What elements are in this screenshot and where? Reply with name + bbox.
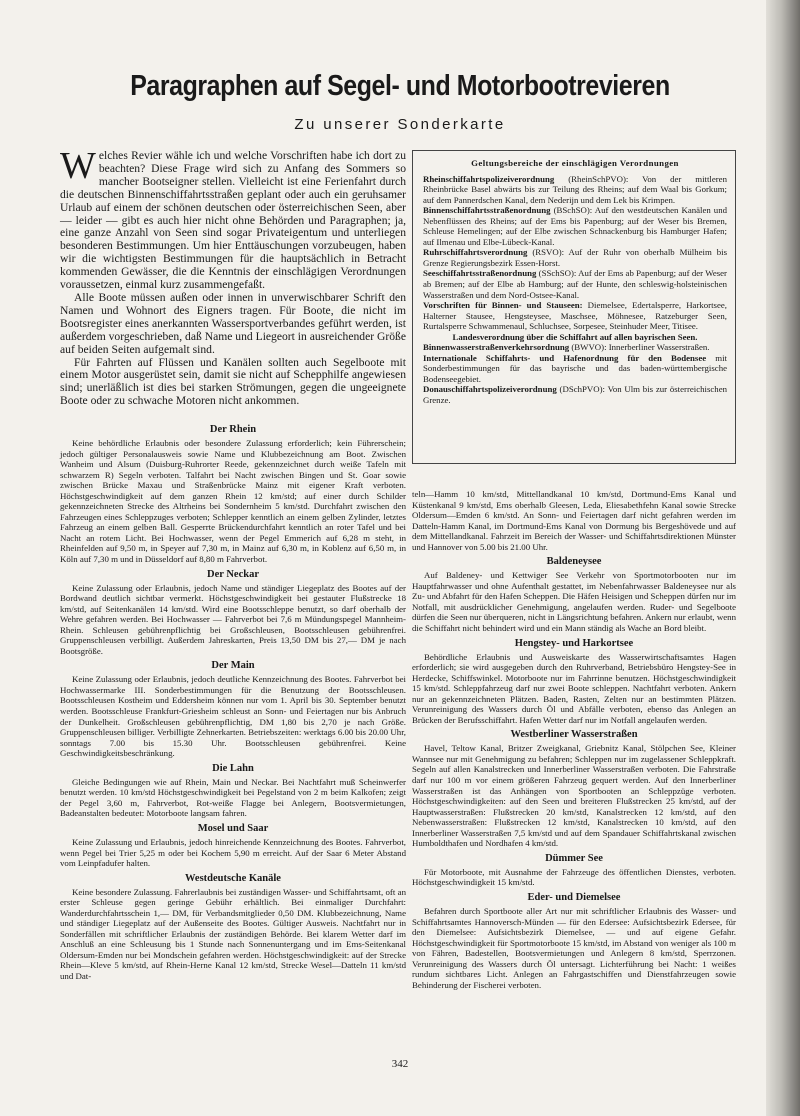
section-text: Keine Zulassung oder Erlaubnis, jedoch deutliche Kennzeichnung des Bootes. Fahrverbot bei Hochwassermarke III. Sonderbestimmungen für die Benutzung der Bootsschleusen. Bootsschleusen Kostheim und Eddersheim können nur vom 1. April bis 30. September benutzt werden. Bootsschleuse Frankfurt-Griesheim schleust an Sonn- und Feiertagen nur bis Anbruch der Dunkelheit. Großschleusen gebührenpflichtig, DM 1,80 bis 2,70 je nach Größe. Gruppenschleusen billiger. Verbilligte Zehnerkarten. Betriebszeiten: werktags 6.00 bis 20.00 Uhr, sonntags 7.00 bis 15.30 Uhr. Bootsschleusen gebührenfrei. Keine Geschwindigkeitsbeschränkung. — [60, 674, 406, 759]
regulation-entry — [423, 342, 727, 353]
regulation-name: Landesverordnung über die Schiffahrt auf allen bayrischen Seen. — [452, 331, 698, 342]
section-text: Auf Baldeney- und Kettwiger See Verkehr von Sportmotorbooten nur im Hauptfahrwasser und ohne Aufenthalt gestattet, im Nebenfahrwasser Baldeneysee nur als Zu- und Abfahrt für den Hafen Scheppen. Die Häfen Heisigen und Scheppen dürfen nur im Notfall, mit ausdrücklicher Genehmigung, angelaufen werden. Ruder- und Segelboote dürfen die Seen nur überqueren, nicht in Längsrichtung befahren. Ankern nur erlaubt, wenn die Schiffahrt nicht behindert wird und ein Mann ständig als Wache an Bord bleibt. — [412, 570, 736, 634]
intro-paragraph-text: elches Revier wähle ich und welche Vorschriften habe ich dort zu beachten? Diese Frage wird sich zu Anfang des Sommers so mancher Bootseigner stellen. Vielleicht ist eine Ferienfahrt durch die deutschen Binnenschiffahrtsstraßen geplant oder auch ein geruhsamer Urlaub auf einem der schönen deutschen oder österreichischen Seen, aber — leider — gibt es auch hier nicht ohne Behörden und Paragraphen; ja, eine ganze Anzahl von Seen sind sogar Privateigentum und unterliegen besonderen Bestimmungen. Um hier Enttäuschungen vorzubeugen, haben wir die wichtigsten Bestimmungen für die hauptsächlich in Betracht kommenden Gewässer, die die Kenntnis der einschlägigen Verordnungen voraussetzen, einmal kurz zusammengefaßt. — [60, 149, 406, 292]
regulations-box-title: Geltungsbereiche der einschlägigen Verordnungen — [471, 158, 679, 168]
regulation-text: (RSVO): Auf der Ruhr von oberhalb Mülheim bis Grenze Regierungsbezirk Essen-Horst. — [423, 247, 727, 268]
section-heading: Westdeutsche Kanäle — [185, 872, 281, 884]
section-heading: Der Main — [211, 660, 255, 672]
intro-paragraph — [60, 145, 406, 292]
regulation-entry — [423, 384, 727, 405]
page-title: Paragraphen auf Segel- und Motorbootrevieren — [130, 70, 670, 102]
section-heading: Mosel und Saar — [197, 822, 269, 834]
section-text: Befahren durch Sportboote aller Art nur mit schriftlicher Erlaubnis des Wasser- und Schiffahrtsamtes Hannoversch-Münden — für den Edersee: Aufsichtsbezirk Edersee, für den Diemelsee: Aufsichtsbezirk Diemelsee, — und auf eigene Gefahr. Höchstgeschwindigkeit für Sportmotorboote 15 km/std, im Abstand von weniger als 100 m von Fähren, Badestellen, Bootsvermietungen und Anlegern 8 km/std, Sperrzonen. Verunreinigung des Wassers durch Öl untersagt. Lichterführung bei Nacht: 1 weißes rundum sichtbares Licht. Anlegen an Fahrgastschiffen und Dienstfahrzeugen sowie Behinderung der Fischerei verboten. — [412, 905, 736, 990]
regulation-name: Ruhrschiffahrtsverordnung — [423, 247, 528, 258]
intro-text — [60, 145, 406, 408]
section-text: Keine besondere Zulassung. Fahrerlaubnis bei zuständigen Wasser- und Schiffahrtsamt, oft an erster Schleuse gegen geringe Gebühr erhältlich. Bei einmaliger Durchfahrt: Wanderdurchfahrtsschein 1,— DM, für Verbandsmitglieder 0,50 DM. Klubbezeichnung, Name und ständiger Liegeplatz auf der Außenseite des Bootes. Gültiger Ausweis. Nachtfahrt nur in Sonderfällen mit schriftlicher Erlaubnis der zuständigen Behörde. Bei klarem Wetter darf im Anschluß an eine Schleusung bis 1 Stunde nach Sonnenuntergang und im Ems-Seitenkanal Oldersum-Emden nur bei Mondschein gefahren werden. Höchstgeschwindigkeit: auf der Strecke Rhein—Kleve 5 km/std, auf Rhein-Herne Kanal 12 km/std, Strecke Wesel—Datteln 11 km/std und Dat- — [60, 886, 406, 981]
regulation-name: Binnenwasserstraßenverkehrsordnung — [423, 342, 570, 353]
scan-page-edge — [766, 0, 800, 1116]
section-heading: Baldeneysee — [546, 556, 602, 568]
section-text-continued: teln—Hamm 10 km/std, Mittellandkanal 10 km/std, Dortmund-Ems Kanal und Küstenkanal 9 km/std, Ems oberhalb Gleesen, Leda, Eliesabethfehn Kanal sowie Strecke Oldersum—Emden 6 km/std. An Sonn- und Feiertagen darf nicht gefahren werden im Datteln-Hamm Kanal, im Dortmund-Ems Kanal von Dormung bis Bergeshövede und auf dem Mittellandkanal. Fahrzeit im Bereich der Wasser- und Schiffahrtsdirektionen Münster und Hannover von 5.00 bis 21.00 Uhr. — [412, 489, 736, 552]
regulation-entry-bavaria — [423, 332, 727, 343]
regulation-entry — [423, 268, 727, 300]
page-subtitle: Zu unserer Sonderkarte — [294, 116, 506, 133]
section-heading: Der Neckar — [207, 568, 259, 580]
section-heading: Eder- und Diemelsee — [527, 891, 621, 903]
regulation-entry — [423, 205, 727, 247]
intro-paragraph: Für Fahrten auf Flüssen und Kanälen sollten auch Segelboote mit einem Motor ausgerüstet sein, damit sie nicht auf Schepphilfe angewiesen sind; unerläßlich ist dies bei starken Strömungen, gegen die ungeeignete Boote oder zu schwache Motoren nicht ankommen. — [60, 355, 406, 408]
section-heading: Der Rhein — [209, 424, 257, 435]
regulation-name: Donauschiffahrtspolizeiverordnung — [423, 384, 557, 395]
regulations-box — [412, 150, 736, 464]
section-heading: Westberliner Wasserstraßen — [510, 729, 638, 741]
regulation-entry — [423, 300, 727, 332]
section-text: Keine Zulassung und Erlaubnis, jedoch hinreichende Kennzeichnung des Bootes. Fahrverbot, wenn Pegel bei Trier 5,25 m oder bei Kochem 5,90 m erreicht. Auf der Saar 6 Meter Abstand vom Leinpfadufer halten. — [60, 836, 406, 869]
section-text: Keine Zulassung oder Erlaubnis, jedoch Name und ständiger Liegeplatz des Bootes auf der Bordwand deutlich sichtbar vermerkt. Höchstgeschwindigkeit bei gestauter Flußstrecke 18 km/std, auf Seitenkanälen 14 km/std. Wird eine Bootsschleppe benutzt, so darf oberhalb der Wehre gefahren werden. Bei Hochwasser — Fahrverbot bei 7,6 m Mündungspegel Mannheim-Rhein. Schleusen gebührenpflichtig bei Großschleusen, Bootsschleusen gebührenfrei. Gruppenschleusen verbilligt. Außerdem Jahreskarten, Preis 13,50 DM bis 27,— DM je nach Bootsgröße. — [60, 582, 406, 656]
section-heading: Hengstey- und Harkortsee — [514, 637, 634, 649]
page-number: 342 — [391, 1058, 409, 1070]
regulation-name: Seeschiffahrtsstraßenordnung — [423, 268, 537, 279]
section-text: Keine behördliche Erlaubnis oder besondere Zulassung erforderlich; kein Führerschein; jedoch gültiger Personalausweis sowie Name und Klubbezeichnung am Boot. Zwischen Wanheim und Alsum (Duisburg-Ruhrorter Reede, gekennzeichnet durch weiße Tafeln mit schwarzem R) Segeln verboten. Talfahrt bei Nacht zwischen Bingen und St. Goar sowie zwischen Brücke Maxau und Straßenbrücke Mainz mit eigener Kraft verboten. Höchstgeschwindigkeit auf dem ganzen Rhein 12 km/std; auf einer durch Schilder gekennzeichneten Strecke des Altrheins bei Sondernheim 5 km/std. Durchfahrt zwischen den Fahrzeugen eines Schleppzuges verboten; Schlepper kenntlich an einem gelben Zylinder, letztes Fahrzeug an einem gelben Ball. Gesperrte Brückendurchfahrt kenntlich an roter Tafel und bei Nacht an rotem Licht. Bei Hochwasser, wenn der Pegel Emmerich auf 6,28 m steht, in Rheinfelden auf 9,50 m, in Speyer auf 7,30 m, in Mainz auf 6,30 m, in Koblenz auf 6,50 m, in Köln auf 7,30 m und in Düsseldorf auf 8,80 m Fahrverbot. — [60, 438, 406, 565]
regulation-entry — [423, 174, 727, 206]
section-heading: Die Lahn — [212, 762, 254, 774]
regulation-text: (SSchSO): Auf der Ems ab Papenburg; auf der Weser ab Bremen; auf der Elbe ab Hamburg; auf der Hunte, den schleswig-holsteinischen Wasserstraßen und dem Nord-Ostsee-Kanal. — [423, 268, 727, 300]
regulation-text: (DSchPVO): Von Ulm bis zur österreichischen Grenze. — [423, 384, 727, 406]
section-text: Havel, Teltow Kanal, Britzer Zweigkanal, Griebnitz Kanal, Stölpchen See, Kleiner Wannsee nur mit Genehmigung zu befahren; Schleppen nur im zugelassener Schleppkraft. Segeln auf allen Kanalstrecken und Innerberliner Wasserstraßen verboten. Die Fahrstraße darf nur 100 m vor einem größeren Fahrzeug gequert werden. Auf den Innerberliner Wasserstraßen ist das Anhängen von Sportbooten an Schleppzüge verboten. Höchstgeschwindigkeiten: auf den Seen und breiteren Flußstrecken 25 km/std, auf der Hauptwasserstraßen: Flußstrecken 20 km/std, Kanalstrecken 12 km/std, auf den Nebenwasserstraßen: Flußstrecken 12 km/std, Kanalstrecken 10 km/std, auf den Innerberliner Wasserstraßen 7,5 km/std und auf dem Spandauer Schiffahrtskanal zwischen Humboldthafen und Nordhafen 4 km/std. — [412, 743, 736, 849]
regulation-text: Diemelsee, Edertalsperre, Harkortsee, Halterner Stausee, Hengsteysee, Maschsee, Möhnesee, Ratzeburger Seen, Rurtalsperre Schwammenaul, Schluchsee, Sorpesee, Steinhuder Meer, Titisee. — [423, 300, 727, 332]
regulation-name: Vorschriften für Binnen- und Stauseen: — [423, 300, 583, 311]
regulation-text: (BWVO): Innerberliner Wasserstraßen. — [569, 342, 710, 353]
left-column — [60, 424, 406, 982]
regulation-name: Binnenschiffahrtsstraßenordnung — [423, 205, 551, 216]
regulation-text: mit Sonderbestimmungen für das bayrische und das baden-württembergische Bodenseegebiet. — [423, 352, 727, 384]
intro-paragraph: Alle Boote müssen außen oder innen in unverwischbarer Schrift den Namen und Wohnort des Eigners tragen. Für Boote, die nicht im Bootsregister eines anerkannten Wassersportverbandes geführt werden, ist außerdem vorgeschrieben, daß Name und Liegeort in ausreichender Größe auf beiden Seiten aufgemalt sind. — [60, 290, 406, 356]
section-text: Behördliche Erlaubnis und Ausweiskarte des Wasserwirtschaftsamtes Hagen erforderlich; sie wird ausgegeben durch den Ruhrverband, Betriebsbüro Hengstey-See in Herdecke, Schiffswinkel. Motorboote nur im Fahrrinne benutzen. Höchstgeschwindigkeit 15 km/std. Schleppfahrzeug darf nur zwei Boote schleppen. Nachtfahrt verboten. Ankern nur an gekennzeichneten Plätzen. Baden, Rasten, Zelten nur an bestimmten Plätzen. Verunreinigung des Wassers durch Öl und Abfälle verboten, ebenso das Anlegen an Brücken der Berufsschiffahrt. Hafen Wetter darf nur im Notfall angelaufen werden. — [412, 651, 736, 725]
section-text: Gleiche Bedingungen wie auf Rhein, Main und Neckar. Bei Nachtfahrt muß Scheinwerfer benutzt werden. 10 km/std Höchstgeschwindigkeit bei Pegelstand von 2 m beim Kalkofen; zeigt der Pegel 3,60 m, Fahrverbot, Rot-weiße Flagge bei Anlegern, Bootsvermietungen, Badeanstalten bedeutet: Motorboote langsam fahren. — [60, 776, 406, 819]
regulation-text: (BSchSO): Auf den westdeutschen Kanälen und Nebenflüssen des Rheins; auf der Ems bis Papenburg; auf der Weser bis Bremen, Schleuse Hemelingen; auf der Elbe zwischen Schnackenburg bis Hamburger Hafen; auf Ilmenau und Elbe-Lübeck-Kanal. — [423, 205, 727, 247]
regulation-entry — [423, 353, 727, 385]
regulation-name: Internationale Schiffahrts- und Hafenordnung für den Bodensee — [423, 352, 707, 363]
regulation-text: (RheinSchPVO): Von der mittleren Rheinbrücke Basel abwärts bis zur Teilung des Rheins; auf dem Waal bis Gorkum; auf dem Pannerdschen Kanal, dem Nederijn und dem Lek bis Krimpen. — [423, 173, 727, 205]
right-column — [412, 489, 736, 990]
regulation-name: Rheinschiffahrtspolizeiverordnung — [423, 173, 555, 184]
regulation-entry — [423, 247, 727, 268]
drop-cap: W — [60, 145, 96, 187]
section-text: Für Motorboote, mit Ausnahme der Fahrzeuge des öffentlichen Dienstes, verboten. Höchstgeschwindigkeit 15 km/std. — [412, 866, 736, 888]
section-heading: Dümmer See — [545, 852, 603, 864]
